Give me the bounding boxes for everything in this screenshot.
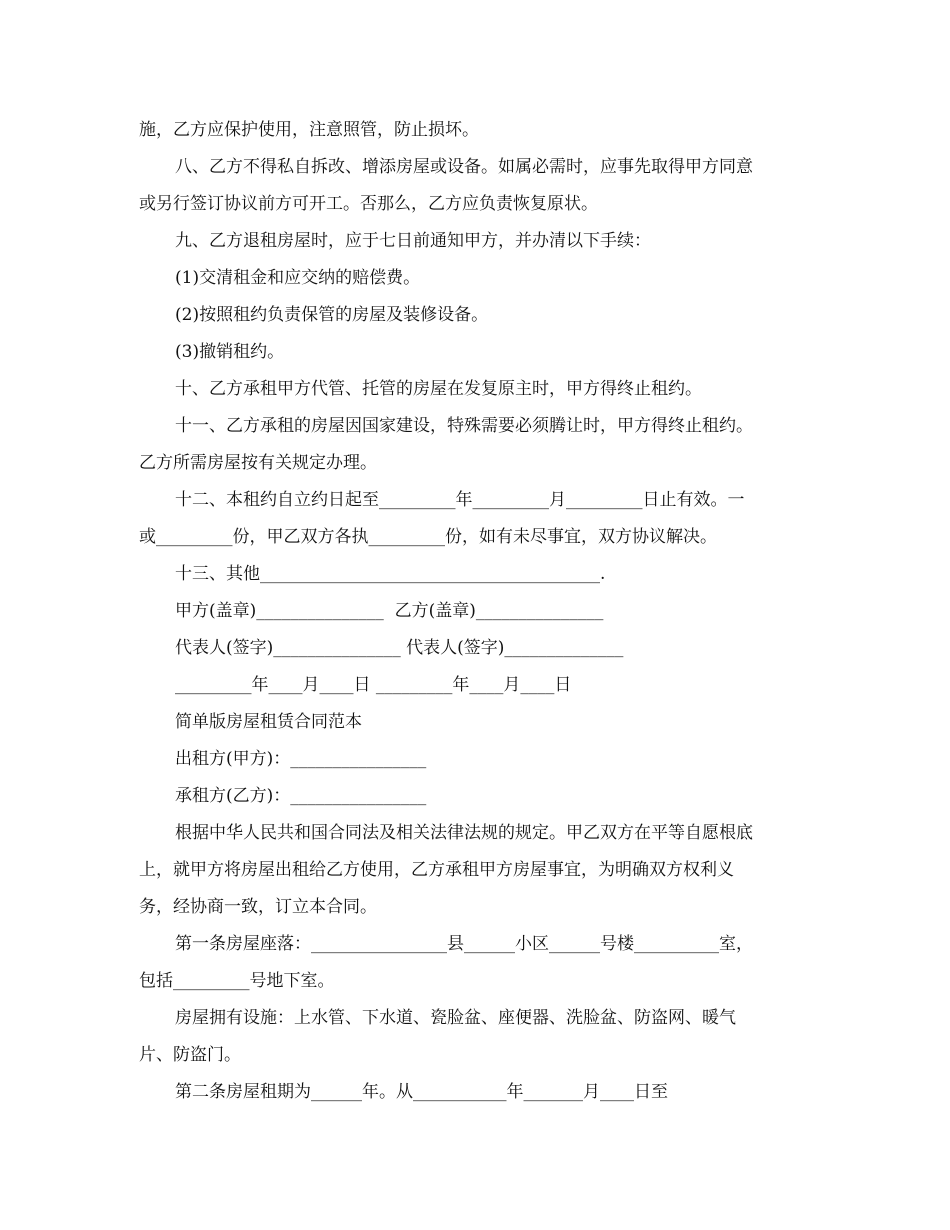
clause-13: 十三、其他________________________________________. xyxy=(175,564,606,584)
text-line: 或另行签订协议前方可开工。否那么，乙方应负责恢复原状。 xyxy=(139,194,598,214)
article-1: 第一条房屋座落：________________县______小区______号楼__________室， xyxy=(175,934,753,954)
preamble: 根据中华人民共和国合同法及相关法律法规的规定。甲乙双方在平等自愿根底 xyxy=(175,823,753,843)
clause-12: 十二、本租约自立约日起至_________年_________月_________日止有效。一 xyxy=(175,490,745,510)
date-line: _________年____月____日 _________年____月____日 xyxy=(175,675,572,695)
clause-10: 十、乙方承租甲方代管、托管的房屋在发复原主时，甲方得终止租约。 xyxy=(175,379,702,399)
text-line: 片、防盗门。 xyxy=(139,1045,241,1065)
text-line: 包括_________号地下室。 xyxy=(139,971,335,991)
facilities-line: 房屋拥有设施：上水管、下水道、瓷脸盆、座便器、洗脸盆、防盗网、暖气 xyxy=(175,1008,736,1028)
section-title: 简单版房屋租赁合同范本 xyxy=(175,712,362,732)
clause-9: 九、乙方退租房屋时，应于七日前通知甲方，并办清以下手续： xyxy=(175,231,651,251)
list-item: (2)按照租约负责保管的房屋及装修设备。 xyxy=(175,305,489,325)
seal-line: 甲方(盖章)_______________ 乙方(盖章)_______________ xyxy=(175,601,604,621)
list-item: (3)撤销租约。 xyxy=(175,342,285,362)
text-line: 上，就甲方将房屋出租给乙方使用，乙方承租甲方房屋事宜，为明确双方权利义 xyxy=(139,860,734,880)
text-line: 务，经协商一致，订立本合同。 xyxy=(139,897,377,917)
lessor-line: 出租方(甲方)：________________ xyxy=(175,749,427,769)
signature-line: 代表人(签字)_______________ 代表人(签字)______________ xyxy=(175,638,624,658)
list-item: (1)交清租金和应交纳的赔偿费。 xyxy=(175,268,421,288)
clause-8: 八、乙方不得私自拆改、增添房屋或设备。如属必需时，应事先取得甲方同意 xyxy=(175,157,753,177)
text-line: 乙方所需房屋按有关规定办理。 xyxy=(139,453,377,473)
article-2: 第二条房屋租期为______年。从___________年_______月____日至 xyxy=(175,1082,668,1102)
text-line: 施，乙方应保护使用，注意照管，防止损坏。 xyxy=(139,120,479,140)
text-line: 或_________份，甲乙双方各执_________份，如有未尽事宜，双方协议解决。 xyxy=(139,527,717,547)
lessee-line: 承租方(乙方)：________________ xyxy=(175,786,427,806)
clause-11: 十一、乙方承租的房屋因国家建设，特殊需要必须腾让时，甲方得终止租约。 xyxy=(175,416,753,436)
